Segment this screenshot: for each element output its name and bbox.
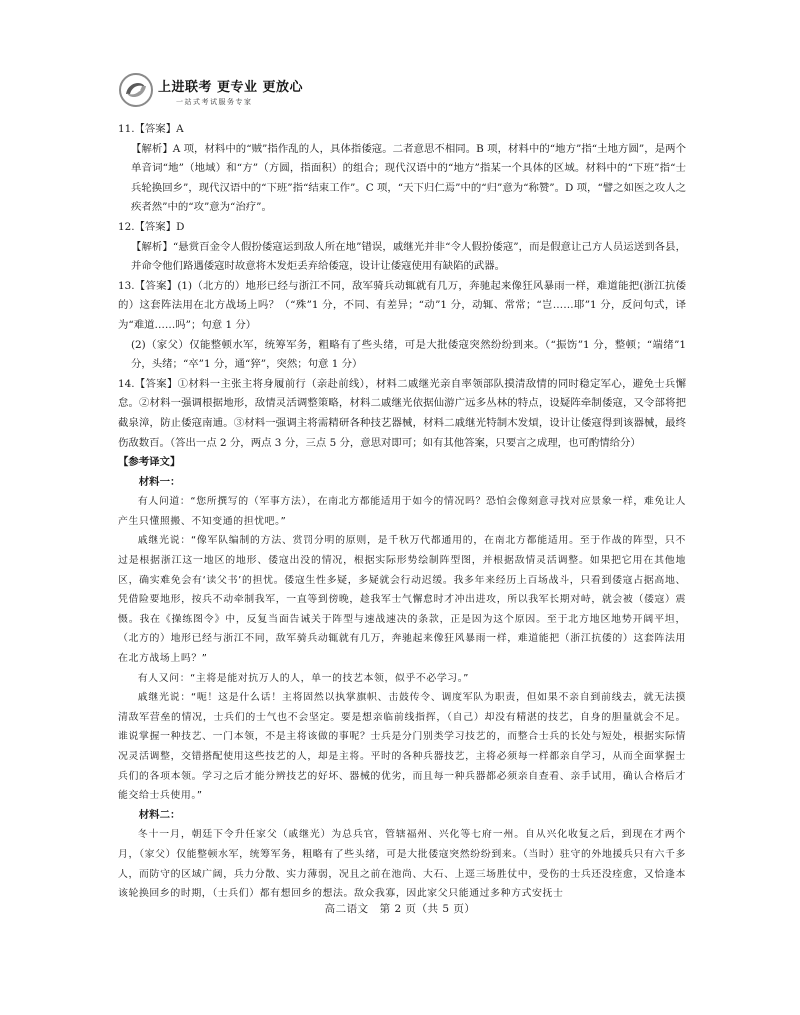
page-header — [118, 70, 418, 114]
material-1-para: 有人又问：“主将是能对抗万人的人，单一的技艺本领，似乎不必学习。” — [137, 672, 470, 684]
analysis-12: 【解析】“悬赏百金令人假扮倭寇运到敌人所在地”错误，戚继光并非“令人假扮倭寇”，而是假意让己方人员运送到各县，并命令他们路遇倭寇时故意将木发炬丢弃给倭寇，设计让倭寇使用有缺陷的武器。 — [131, 240, 686, 273]
brand-title: 上进联考 更专业 更放心 — [158, 80, 304, 95]
material-1-para: 戚继光说：“像军队编制的方法、赏罚分明的原则，是千秋万代都通用的，在南北方都能适用。至于作战的阵型，只不过是根据浙江这一地区的地形、倭寇出没的情况，根据实际形势绘制阵型图，并根据敌情灵活调整。如果把它用在其他地区，确实难免会有‘读父书’的担忧。倭寇生性多疑，多疑就会行动迟缓。我多年来经历上百场战斗，只看到倭寇占据高地、凭借险要地形，按兵不动牵制我军，一直等到傍晚，趁我军士气懈怠时才冲出进攻，所以我军长期对峙，就会被（倭寇）震慑。我在《操练图令》中，反复当面告诫关于阵型与速战速决的条款，正是因为这个原因。至于北方地区地势开阔平坦，（北方的）地形已经与浙江不同，敌军骑兵动辄就有几万，奔驰起来像狂风暴雨一样，难道能把（浙江抗倭的）这套阵法用在北方战场上吗？” — [118, 535, 686, 665]
material-2-para: 冬十一月，朝廷下令升任家父（戚继光）为总兵官，管辖福州、兴化等七府一州。自从兴化收复之后，到现在才两个月，（家父）仅能整顿水军，统筹军务，粗略有了些头绪，可是大批倭寇突然纷纷到来。（当时）驻守的外地援兵只有六千多人，而防守的区域广阔，兵力分散、实力薄弱，况且之前在池尚、大石、上逕三场胜仗中，受伤的士兵还没痊愈，又恰逢本该轮换回乡的时期，（士兵们）都有想回乡的想法。敌众我寡，因此家父只能通过多种方式安抚士 — [118, 829, 686, 900]
answer-14: 14.【答案】①材料一主张主将身履前行（亲赴前线），材料二戚继光亲自率领部队摸清敌情的同时稳定军心，避免士兵懈怠。②材料一强调根据地形，敌情灵活调整策略，材料二戚继光依据仙游广远多丛林的特点，设疑阵牵制倭寇，又令部将把截泉漳，防止倭寇南逋。③材料一强调主将需精研各种技艺器械，材料二戚继光特制木发熕，设计让倭寇得到该器械，最终伤敌数百。（答出一点 2 分，两点 3 分，三点 5 分，意思对即可；如有其他答案，只要言之成理，也可酌情给分） — [118, 377, 686, 449]
material-1-para: 有人问道：“您所撰写的（军事方法），在南北方都能适用于如今的情况吗？恐怕会像刻意寻找对应景象一样，难免让人产生只懂照搬、不知变通的担忧吧。” — [118, 496, 686, 527]
material-2-title: 材料二： — [138, 808, 181, 821]
answer-12: 12.【答案】D — [118, 220, 185, 233]
translation-label: 【参考译文】 — [118, 456, 181, 469]
brand-subtitle: 一站式考试服务专家 — [176, 98, 253, 106]
answer-11: 11.【答案】A — [118, 123, 184, 135]
answer-content — [118, 120, 686, 904]
material-1-title: 材料一： — [138, 475, 181, 488]
material-1-para: 戚继光说：“呃！这是什么话！主将固然以执掌旗帜、击鼓传令、调度军队为职责，但如果不亲自到前线去，就无法摸清敌军营垒的情况，士兵们的士气也不会坚定。要是想亲临前线指挥，（自己）却没有精湛的技艺，自身的胆量就会不足。谁说掌握一种技艺、一门本领，不是主将该做的事呢？士兵是分门别类学习技艺的，而整合士兵的长处与短处，根据实际情况灵活调整，交错搭配使用这些技艺的人，却是主将。平时的各种兵器技艺，主将必须每一样都亲自学习，从而全面掌握士兵们的各项本领。学习之后才能分辨技艺的好坏、器械的优劣，而且每一种兵器都必须亲自查看、亲手试用，确认合格后才能交给士兵使用。” — [118, 692, 686, 802]
page-footer: 高二语文 第 2 页（共 5 页） — [324, 903, 476, 915]
answer-13-part2: (2)（家父）仅能整顿水军，统筹军务，粗略有了些头绪，可是大批倭寇突然纷纷到来。（“振饬”1 分，整顿；“端绪”1 分，头绪；“卒”1 分，通“猝”，突然；句意 1 分） — [131, 338, 686, 371]
swirl-logo-icon — [118, 72, 154, 108]
analysis-11: 【解析】A 项，材料中的“贼”指作乱的人，具体指倭寇。二者意思不相同。B 项，材料中的“地方”指“土地方圆”，是两个单音词“地”（地域）和“方”（方圆，指面积）的组合；现代汉语中的“地方”指某一个具体的区域。材料中的“下班”指“士兵轮换回乡”，现代汉语中的“下班”指“结束工作”。C 项，“天下归仁焉”中的“归”意为“称赞”。D 项，“譬之如医之攻人之疾者然”中的“攻”意为“治疗”。 — [131, 142, 686, 214]
answer-13: 13.【答案】(1)（北方的）地形已经与浙江不同，敌军骑兵动辄就有几万，奔驰起来像狂风暴雨一样，难道能把(浙江抗倭的）这套阵法用在北方战场上吗？（“殊”1 分，不同、有差异；“动”1 分，动辄、常常；“岂……耶”1 分，反问句式，译为“难道……吗”；句意 1 分） — [118, 279, 686, 331]
